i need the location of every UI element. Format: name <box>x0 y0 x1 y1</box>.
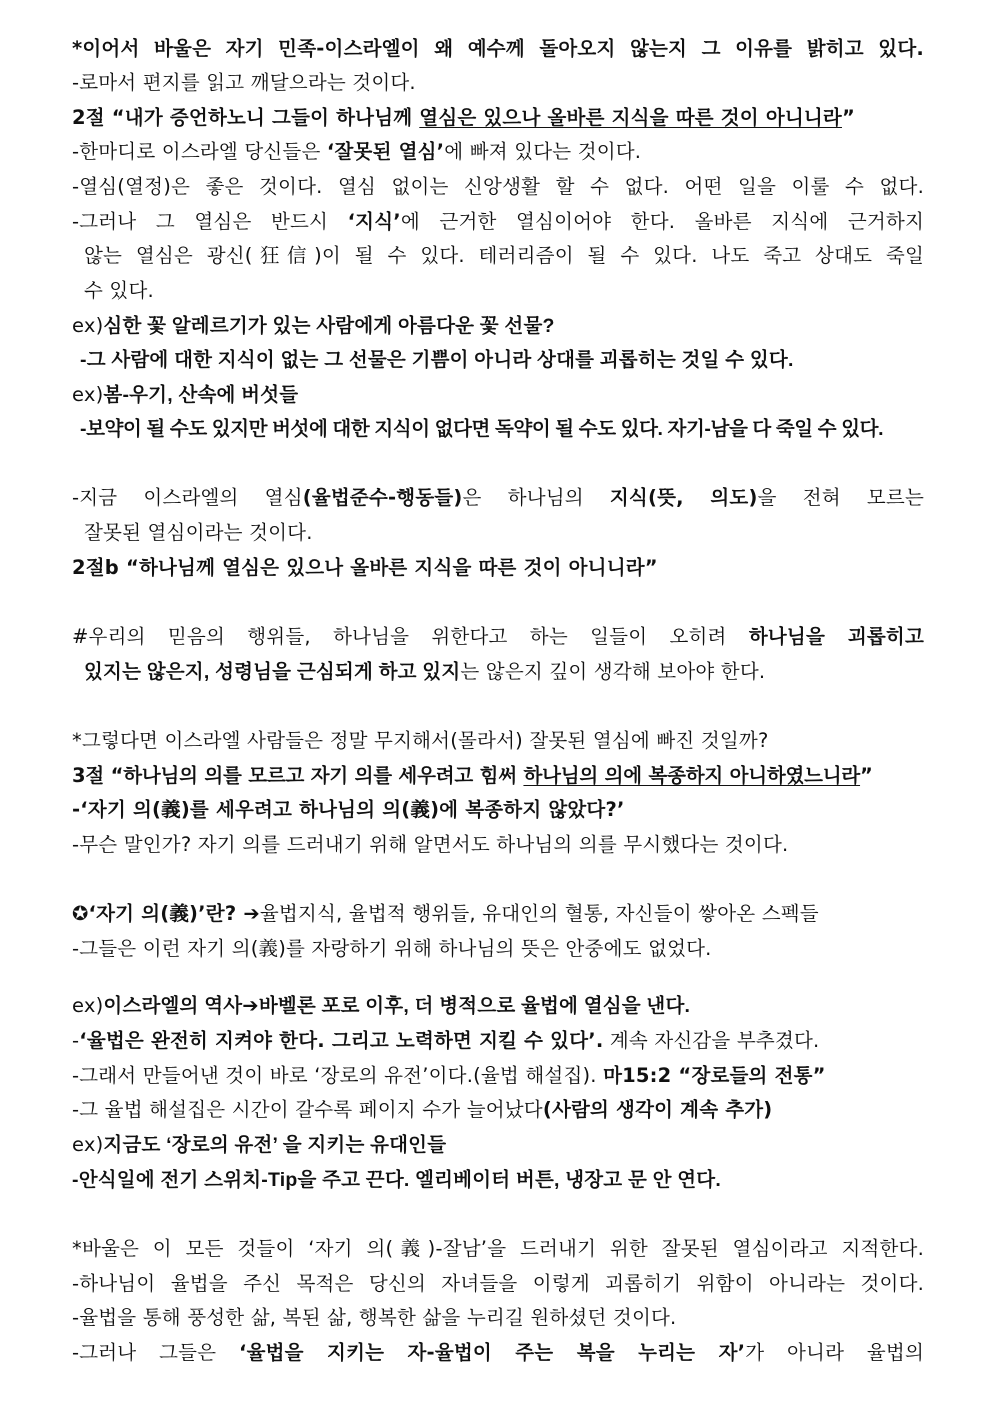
text-line: -‘자기 의(義)를 세우려고 하나님의 의(義)에 복종하지 않았다?’ <box>72 798 625 821</box>
line-text: -그 율법 해설집은 시간이 갈수록 페이지 수가 늘어났다 <box>72 1098 543 1121</box>
text-line <box>72 1061 924 1093</box>
bold-phrase: 마15:2 “장로들의 전통” <box>603 1064 826 1087</box>
example-line <box>72 311 924 343</box>
text-line <box>72 207 924 239</box>
bold-phrase: ‘율법을 지키는 자-율법이 주는 복을 누리는 자’ <box>238 1341 746 1364</box>
bold-phrase: (율법준수-행동들) <box>302 486 463 509</box>
bold-phrase: (사람의 생각이 계속 추가) <box>542 1098 773 1121</box>
example-label: ex) <box>72 1133 104 1156</box>
line-text: 을 전혀 모르는 <box>757 486 924 509</box>
text-line: *그렇다면 이스라엘 사람들은 정말 무지해서(몰라서) 잘못된 열심에 빠진 것일까? <box>72 729 769 752</box>
line-text: 은 하나님의 <box>462 486 610 509</box>
bold-phrase: 이스라엘의 역사➔바벨론 포로 이후, 더 병적으로 율법에 열심을 낸다. <box>103 995 691 1017</box>
underlined-phrase: 하나님의 의에 복종하지 아니하였느니라 <box>523 764 861 787</box>
text-line: -안식일에 전기 스위치-Tip을 주고 끈다. 엘리베이터 버튼, 냉장고 문 안 연다. <box>72 1169 721 1191</box>
text-line: -율법을 통해 풍성한 삶, 복된 삶, 행복한 삶을 누리길 원하셨던 것이다. <box>72 1306 677 1329</box>
example-line <box>72 1130 924 1162</box>
text-line <box>72 483 924 515</box>
line-text: 에 빠져 있다는 것이다. <box>444 140 642 163</box>
text-line: *바울은 이 모든 것들이 ‘자기 의(義)-잘남’을 드러내기 위한 잘못된 열심이라고 지적한다. <box>72 1237 924 1260</box>
text-line: 수 있다. <box>84 279 154 302</box>
example-line <box>72 991 924 1023</box>
text-line <box>72 1338 924 1370</box>
verse-text: ” <box>860 764 873 787</box>
definition-line <box>72 899 924 931</box>
bold-phrase: ‘잘못된 열심’ <box>326 140 445 163</box>
text-line: -그 사람에 대한 지식이 없는 그 선물은 기쁨이 아니라 상대를 괴롭히는 것일 수 있다. <box>80 349 794 371</box>
line-text: 계속 자신감을 부추겼다. <box>603 1029 820 1052</box>
text-line: 잘못된 열심이라는 것이다. <box>84 521 313 544</box>
line-text: -한마디로 이스라엘 당신들은 <box>72 140 327 163</box>
text-line: -무슨 말인가? 자기 의를 드러내기 위해 알면서도 하나님의 의를 무시했다는 것이다. <box>72 833 789 856</box>
bold-phrase: ‘지식’ <box>347 210 401 233</box>
text-line <box>72 1095 924 1127</box>
verse-line: 2절b “하나님께 열심은 있으나 올바른 지식을 따른 것이 아니니라” <box>72 556 658 579</box>
bold-phrase: ‘율법은 완전히 지켜야 한다. 그리고 노력하면 지킬 수 있다’. <box>79 1029 604 1052</box>
text-line: *이어서 바울은 자기 민족-이스라엘이 왜 예수께 돌아오지 않는지 그 이유를 밝히고 있다. <box>72 37 924 60</box>
verse-line <box>72 103 924 135</box>
bold-phrase: 지식(뜻, 의도) <box>609 486 758 509</box>
line-text: - <box>72 1029 80 1052</box>
bold-phrase: 하나님을 괴롭히고 <box>748 625 924 648</box>
line-text: -지금 이스라엘의 열심 <box>72 486 303 509</box>
line-text: 에 근거한 열심이어야 한다. 올바른 지식에 근거하지 <box>400 210 924 233</box>
verse-text: 3절 “하나님의 의를 모르고 자기 의를 세우려고 힘써 <box>72 764 524 787</box>
line-text: 가 아니라 율법의 <box>745 1341 924 1364</box>
bold-phrase: 봄-우기, 산속에 버섯들 <box>103 384 299 406</box>
line-text: -그러나 그들은 <box>72 1341 239 1364</box>
text-line <box>72 137 924 169</box>
line-text: 율법지식, 율법적 행위들, 유대인의 혈통, 자신들이 쌓아온 스펙들 <box>259 902 819 925</box>
example-label: ex) <box>72 314 104 337</box>
line-text: 는 않은지 깊이 생각해 보아야 한다. <box>460 660 766 683</box>
text-line: -하나님이 율법을 주신 목적은 당신의 자녀들을 이렇게 괴롭히기 위함이 아니라는 것이다. <box>72 1272 924 1295</box>
example-label: ex) <box>72 994 104 1017</box>
text-line: -그들은 이런 자기 의(義)를 자랑하기 위해 하나님의 뜻은 안중에도 없었다. <box>72 937 712 960</box>
bold-phrase: 지금도 ‘장로의 유전’ 을 지키는 유대인들 <box>103 1134 447 1156</box>
text-line <box>72 1026 924 1058</box>
text-line: 않는 열심은 광신(狂信)이 될 수 있다. 테러리즘이 될 수 있다. 나도 죽고 상대도 죽일 <box>84 244 924 267</box>
example-label: ex) <box>72 383 104 406</box>
text-line: -열심(열정)은 좋은 것이다. 열심 없이는 신앙생활 할 수 없다. 어떤 일을 이룰 수 없다. <box>72 175 924 198</box>
text-line: -로마서 편지를 읽고 깨달으라는 것이다. <box>72 71 416 94</box>
text-line <box>84 657 924 689</box>
line-text: -그러나 그 열심은 반드시 <box>72 210 348 233</box>
verse-text: ” <box>841 106 856 129</box>
text-line <box>72 622 924 654</box>
verse-line <box>72 761 924 793</box>
line-text: #우리의 믿음의 행위들, 하나님을 위한다고 하는 일들이 오히려 <box>72 625 749 648</box>
example-line <box>72 380 924 412</box>
verse-text: 2절 “내가 증언하노니 그들이 하나님께 <box>72 106 420 129</box>
bold-phrase: 심한 꽃 알레르기가 있는 사람에게 아름다운 꽃 선물? <box>103 315 555 337</box>
underlined-phrase: 열심은 있으나 올바른 지식을 따른 것이 아니니라 <box>419 106 842 129</box>
text-line: -보약이 될 수도 있지만 버섯에 대한 지식이 없다면 독약이 될 수도 있다. 자기-남을 다 죽일 수 있다. <box>80 418 884 440</box>
bold-phrase: ✪‘자기 의(義)’란? ➔ <box>72 902 260 925</box>
line-text: -그래서 만들어낸 것이 바로 ‘장로의 유전’이다.(율법 해설집). <box>72 1064 604 1087</box>
bold-phrase: 있지는 않은지, 성령님을 근심되게 하고 있지 <box>84 661 461 683</box>
